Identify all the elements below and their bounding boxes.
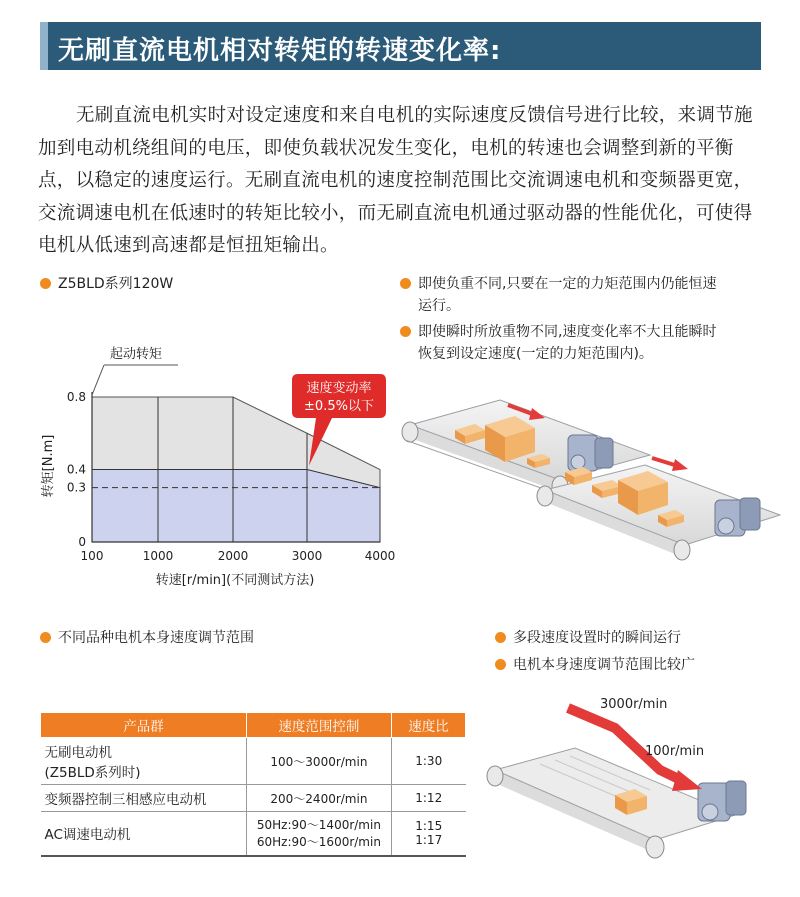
chart-annotation-leader-line (92, 365, 178, 395)
right-bullet-1 (400, 273, 770, 317)
table-row (41, 785, 466, 812)
chart-x-tick-label: 100 (80, 549, 104, 563)
table-header-cell: 速度范围控制 (246, 713, 391, 738)
motor-speed-table (40, 712, 466, 857)
right-bullet-1-line2: 运行。 (418, 298, 460, 314)
banner-accent-bar (40, 22, 48, 70)
chart-annotation-start-torque: 起动转矩 (110, 347, 163, 362)
direction-arrow-icon (652, 458, 688, 471)
table-cell: 1:12 (391, 785, 465, 812)
right-bullet-2-line1: 即使瞬时所放重物不同,速度变化率不大且能瞬时 (418, 324, 717, 340)
right-bullet-2 (400, 321, 770, 365)
chart-callout-line2: ±0.5%以下 (304, 399, 374, 414)
table-cell-text: 1:15 (415, 819, 443, 834)
bullet-dot-icon (400, 278, 411, 289)
chart-x-tick-label: 3000 (291, 549, 323, 563)
chart-callout-line1: 速度变动率 (306, 381, 372, 396)
bullet-dot-icon (40, 632, 51, 643)
table-cell: 100～3000r/min (246, 738, 391, 785)
table-row (41, 812, 466, 856)
table-row (41, 738, 466, 785)
chart-x-tick-label: 4000 (364, 549, 396, 563)
table-cell-text: 60Hz:90～1600r/min (256, 835, 381, 850)
table-cell (41, 738, 247, 785)
chart-y-tick-label: 0.8 (66, 390, 86, 404)
bullet-dot-icon (495, 659, 506, 670)
conveyor-illustration-upper (390, 380, 785, 570)
conveyor-illustration-lower (480, 690, 780, 870)
right-bullet-1-line1: 即使负重不同,只要在一定的力矩范围内仍能恒速 (418, 276, 717, 292)
table-cell-text: 50Hz:90～1400r/min (256, 818, 381, 833)
table-cell: 1:30 (391, 738, 465, 785)
motor-icon (698, 781, 746, 821)
table-header-row (41, 713, 466, 738)
chart-section-label (40, 273, 173, 295)
lower-right-bullet-2-text: 电机本身速度调节范围比较广 (513, 657, 695, 673)
table-cell: AC调速电动机 (41, 812, 247, 856)
lower-right-bullet-1 (495, 627, 681, 649)
motor-icon (715, 498, 760, 536)
table-header-cell: 速度比 (391, 713, 465, 738)
lower-right-bullet-1-text: 多段速度设置时的瞬间运行 (513, 630, 681, 646)
chart-y-axis-label: 转矩[N.m] (41, 434, 56, 498)
table-cell-text: (Z5BLD系列时) (44, 765, 141, 781)
speed-low-label: 100r/min (645, 744, 705, 759)
chart-y-tick-label: 0 (78, 535, 86, 549)
chart-section-label-text: Z5BLD系列120W (58, 276, 174, 292)
bullet-dot-icon (400, 326, 411, 337)
chart-area-lower (92, 470, 380, 543)
table-cell: 200～2400r/min (246, 785, 391, 812)
table-cell (246, 812, 391, 856)
lower-right-bullet-2 (495, 654, 695, 676)
right-bullet-2-line2: 恢复到设定速度(一定的力矩范围内)。 (418, 346, 653, 362)
lower-left-label (40, 627, 254, 649)
chart-x-axis-label: 转速[r/min](不同测试方法) (155, 573, 315, 588)
lower-left-label-text: 不同品种电机本身速度调节范围 (58, 630, 254, 646)
table-cell (391, 812, 465, 856)
table-cell: 变频器控制三相感应电动机 (41, 785, 247, 812)
table-cell-text: 无刷电动机 (44, 745, 112, 761)
motor-icon (568, 435, 613, 471)
chart-x-tick-label: 1000 (142, 549, 174, 563)
chart-y-tick-label: 0.4 (66, 462, 86, 477)
table-cell-text: 1:17 (415, 833, 443, 848)
page-title: 无刷直流电机相对转矩的转速变化率: (58, 36, 502, 66)
intro-paragraph: 无刷直流电机实时对设定速度和来自电机的实际速度反馈信号进行比较，来调节施加到电动机绕组间的电压，即使负载状况发生变化，电机的转速也会调整到新的平衡点，以稳定的速度运行。无刷直流电机的速度控制范围比交流调速电机和变频器更宽，交流调速电机在低速时的转矩比较小，而无刷直流电机通过驱动器的性能优化，可使得电机从低速到高速都是恒扭矩输出。 (38, 105, 753, 256)
chart-x-tick-label: 2000 (217, 549, 249, 563)
bullet-dot-icon (495, 632, 506, 643)
speed-high-label: 3000r/min (600, 697, 668, 712)
torque-speed-chart (0, 330, 400, 595)
table-header-cell: 产品群 (41, 713, 247, 738)
bullet-dot-icon (40, 278, 51, 289)
title-banner (40, 22, 761, 70)
chart-y-tick-label: 0.3 (66, 480, 86, 495)
